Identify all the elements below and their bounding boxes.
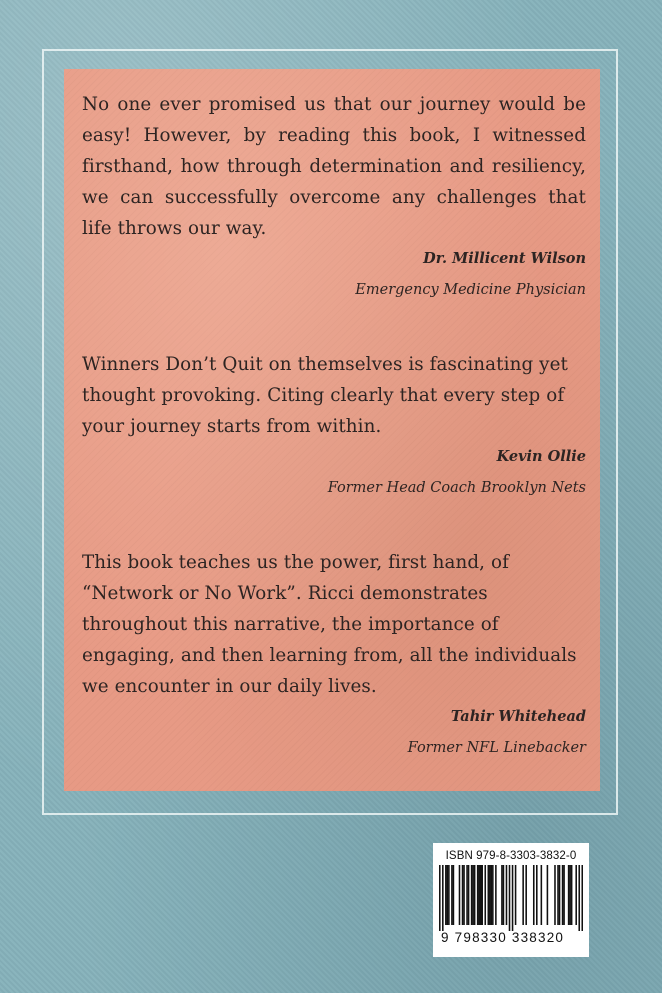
barcode-bar bbox=[488, 865, 490, 925]
barcode-bar bbox=[512, 865, 514, 931]
barcode-bar bbox=[554, 865, 556, 925]
barcode-bars bbox=[439, 865, 583, 931]
barcode-bar bbox=[547, 865, 549, 925]
isbn-label: ISBN 979-8-3303-3832-0 bbox=[445, 850, 577, 862]
testimonial-panel bbox=[64, 69, 600, 791]
testimonial-author-role: Former Head Coach Brooklyn Nets bbox=[327, 480, 586, 496]
barcode-bar bbox=[481, 865, 483, 925]
barcode-bar bbox=[581, 865, 583, 931]
barcode-bar bbox=[439, 865, 441, 931]
barcode-bar bbox=[491, 865, 493, 925]
testimonial-author: Tahir Whitehead bbox=[450, 708, 586, 725]
testimonial-1 bbox=[82, 89, 586, 301]
barcode-bar bbox=[463, 865, 465, 925]
barcode-bar bbox=[541, 865, 543, 925]
testimonial-quote: This book teaches us the power, first hand, of “Network or No Work”. Ricci demonstrates throughout this narrative, the importance of engaging, and then learning from, all the individuals we encounter in our daily lives. bbox=[82, 552, 577, 697]
barcode-bar bbox=[448, 865, 450, 925]
barcode-bar bbox=[451, 865, 453, 925]
barcode-bar bbox=[536, 865, 538, 925]
testimonial-3 bbox=[82, 547, 586, 759]
barcode-bar bbox=[575, 865, 577, 925]
barcode-bar bbox=[484, 865, 486, 925]
testimonial-author-role: Emergency Medicine Physician bbox=[355, 282, 586, 298]
barcode-bar bbox=[522, 865, 524, 925]
barcode-bar bbox=[459, 865, 461, 925]
barcode-bar bbox=[578, 865, 580, 931]
barcode-bar bbox=[453, 865, 455, 925]
barcode-bar bbox=[471, 865, 473, 925]
testimonial-author: Dr. Millicent Wilson bbox=[423, 250, 586, 267]
testimonial-2 bbox=[82, 349, 586, 499]
barcode-bar bbox=[472, 865, 474, 925]
barcode-bar bbox=[474, 865, 476, 925]
barcode-bar bbox=[515, 865, 517, 925]
barcode-bar bbox=[462, 865, 464, 925]
barcode-bar bbox=[478, 865, 480, 925]
barcode-bar bbox=[533, 865, 535, 925]
barcode-bar bbox=[466, 865, 468, 925]
isbn-barcode bbox=[433, 843, 589, 957]
barcode-bar bbox=[563, 865, 565, 925]
barcode-bar bbox=[559, 865, 561, 925]
testimonial-author-role: Former NFL Linebacker bbox=[407, 740, 586, 756]
barcode-bar bbox=[447, 865, 449, 925]
barcode-bar bbox=[489, 865, 491, 925]
barcode-bar bbox=[445, 865, 447, 925]
barcode-bar bbox=[569, 865, 571, 925]
testimonial-quote: No one ever promised us that our journey would be easy! However, by reading this book, I witnessed firsthand, how through determination and resiliency, we can successfully overcome any challenges that life throws our way. bbox=[82, 94, 586, 239]
barcode-bar bbox=[468, 865, 470, 925]
barcode-bar bbox=[506, 865, 508, 925]
barcode-bar bbox=[492, 865, 494, 925]
barcode-bar bbox=[525, 865, 527, 925]
testimonial-author: Kevin Ollie bbox=[496, 448, 586, 465]
barcode-bar bbox=[495, 865, 497, 925]
barcode-bar bbox=[568, 865, 570, 925]
barcode-bar bbox=[557, 865, 559, 925]
barcode-bar bbox=[571, 865, 573, 925]
barcode-bar bbox=[509, 865, 511, 931]
testimonial-quote: Winners Don’t Quit on themselves is fascinating yet thought provoking. Citing clearly that every step of your journey starts from within. bbox=[82, 354, 568, 437]
barcode-digits: 9 798330 338320 bbox=[441, 930, 565, 945]
barcode-bar bbox=[501, 865, 503, 925]
barcode-bar bbox=[477, 865, 479, 925]
barcode-bar bbox=[562, 865, 564, 925]
barcode-bar bbox=[480, 865, 482, 925]
barcode-bar bbox=[503, 865, 505, 925]
barcode-bar bbox=[442, 865, 444, 931]
